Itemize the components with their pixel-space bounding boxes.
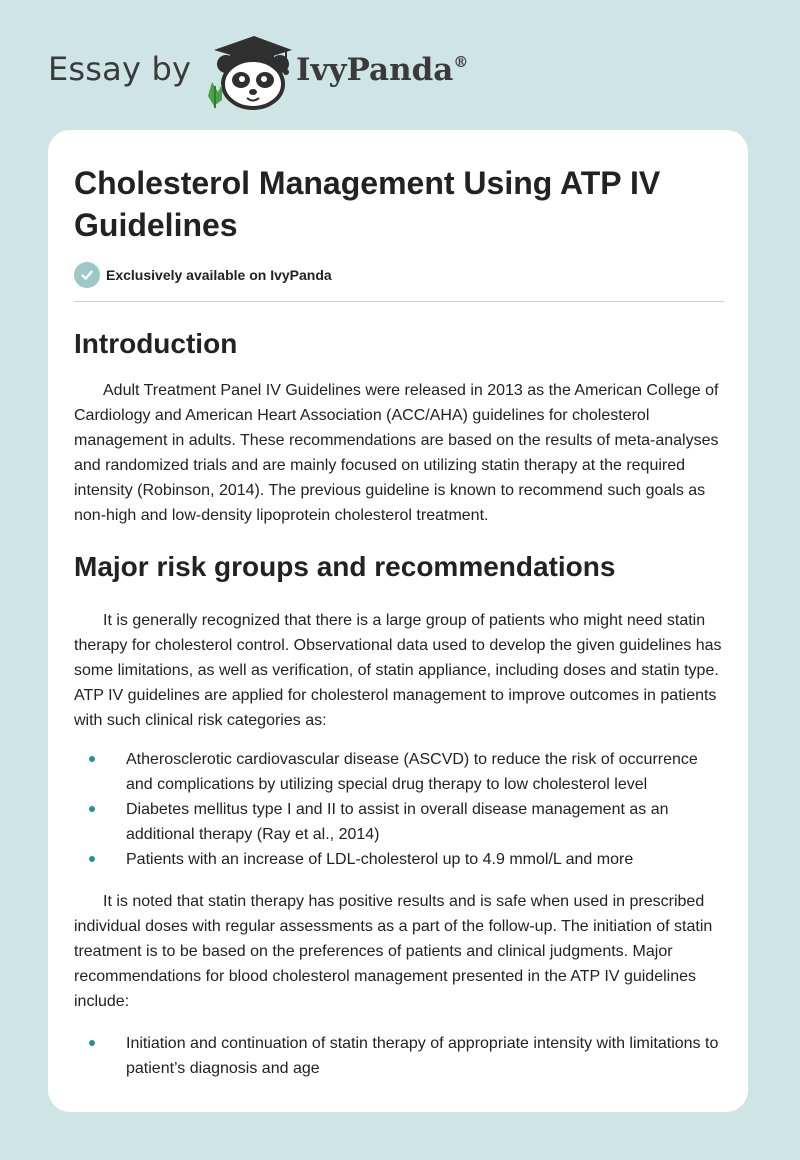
bullet-icon	[89, 856, 95, 862]
paragraph: Adult Treatment Panel IV Guidelines were released in 2013 as the American College of Cardiology and American Heart Association (ACC/AHA) guidelines for cholesterol management in adults. These recommendations are based on the results of meta-analyses and randomized trials and are mainly focused on utilizing statin therapy at the required intensity (Robinson, 2014). The previous guideline is known to recommend such goals as non-high and low-density lipoprotein cholesterol treatment.	[74, 382, 719, 524]
brand-header[interactable]	[48, 34, 488, 114]
brand-prefix: Essay by	[48, 50, 192, 88]
registered-mark: ®	[453, 52, 469, 71]
bullet-icon	[89, 1040, 95, 1046]
checkmark-icon	[74, 262, 100, 288]
bullet-icon	[89, 806, 95, 812]
section-heading-major-risk-groups: Major risk groups and recommendations	[74, 551, 616, 582]
essay-card	[48, 130, 748, 1112]
list-item-text: Atherosclerotic cardiovascular disease (ASCVD) to reduce the risk of occurrence and complications by utilizing special drug therapy to low cholesterol level	[126, 751, 698, 793]
paragraph: It is noted that statin therapy has positive results and is safe when used in prescribed individual doses with regular assessments as a part of the follow-up. The initiation of statin treatment is to be based on the preferences of patients and clinical judgments. Major recommendations for blood cholesterol management presented in the ATP IV guidelines include:	[74, 893, 713, 1010]
list-item	[74, 797, 724, 847]
divider	[74, 301, 724, 302]
brand-name: IvyPanda®	[296, 52, 469, 88]
list-item	[74, 1031, 724, 1081]
list-item-text: Patients with an increase of LDL-cholesterol up to 4.9 mmol/L and more	[126, 851, 634, 868]
list-item	[74, 847, 724, 872]
essay-content	[74, 162, 724, 1081]
bullet-icon	[89, 756, 95, 762]
list-item-text: Initiation and continuation of statin therapy of appropriate intensity with limitations to patient’s diagnosis and age	[126, 1035, 719, 1077]
badge-label: Exclusively available on IvyPanda	[106, 267, 332, 283]
list-item	[74, 747, 724, 797]
recommendations-list	[74, 1031, 724, 1081]
page-title: Cholesterol Management Using ATP IV Guidelines	[74, 165, 661, 243]
paragraph: It is generally recognized that there is a large group of patients who might need statin therapy for cholesterol control. Observational data used to develop the given guidelines has some limitations, as well as verification, of statin appliance, including doses and statin type. ATP IV guidelines are applied for cholesterol management to improve outcomes in patients with such clinical risk categories as:	[74, 612, 722, 729]
exclusive-badge	[74, 262, 724, 288]
list-item-text: Diabetes mellitus type I and II to assist in overall disease management as an additional therapy (Ray et al., 2014)	[126, 801, 669, 843]
panda-logo-icon	[200, 34, 296, 110]
section-heading-introduction: Introduction	[74, 328, 238, 359]
risk-categories-list	[74, 747, 724, 872]
